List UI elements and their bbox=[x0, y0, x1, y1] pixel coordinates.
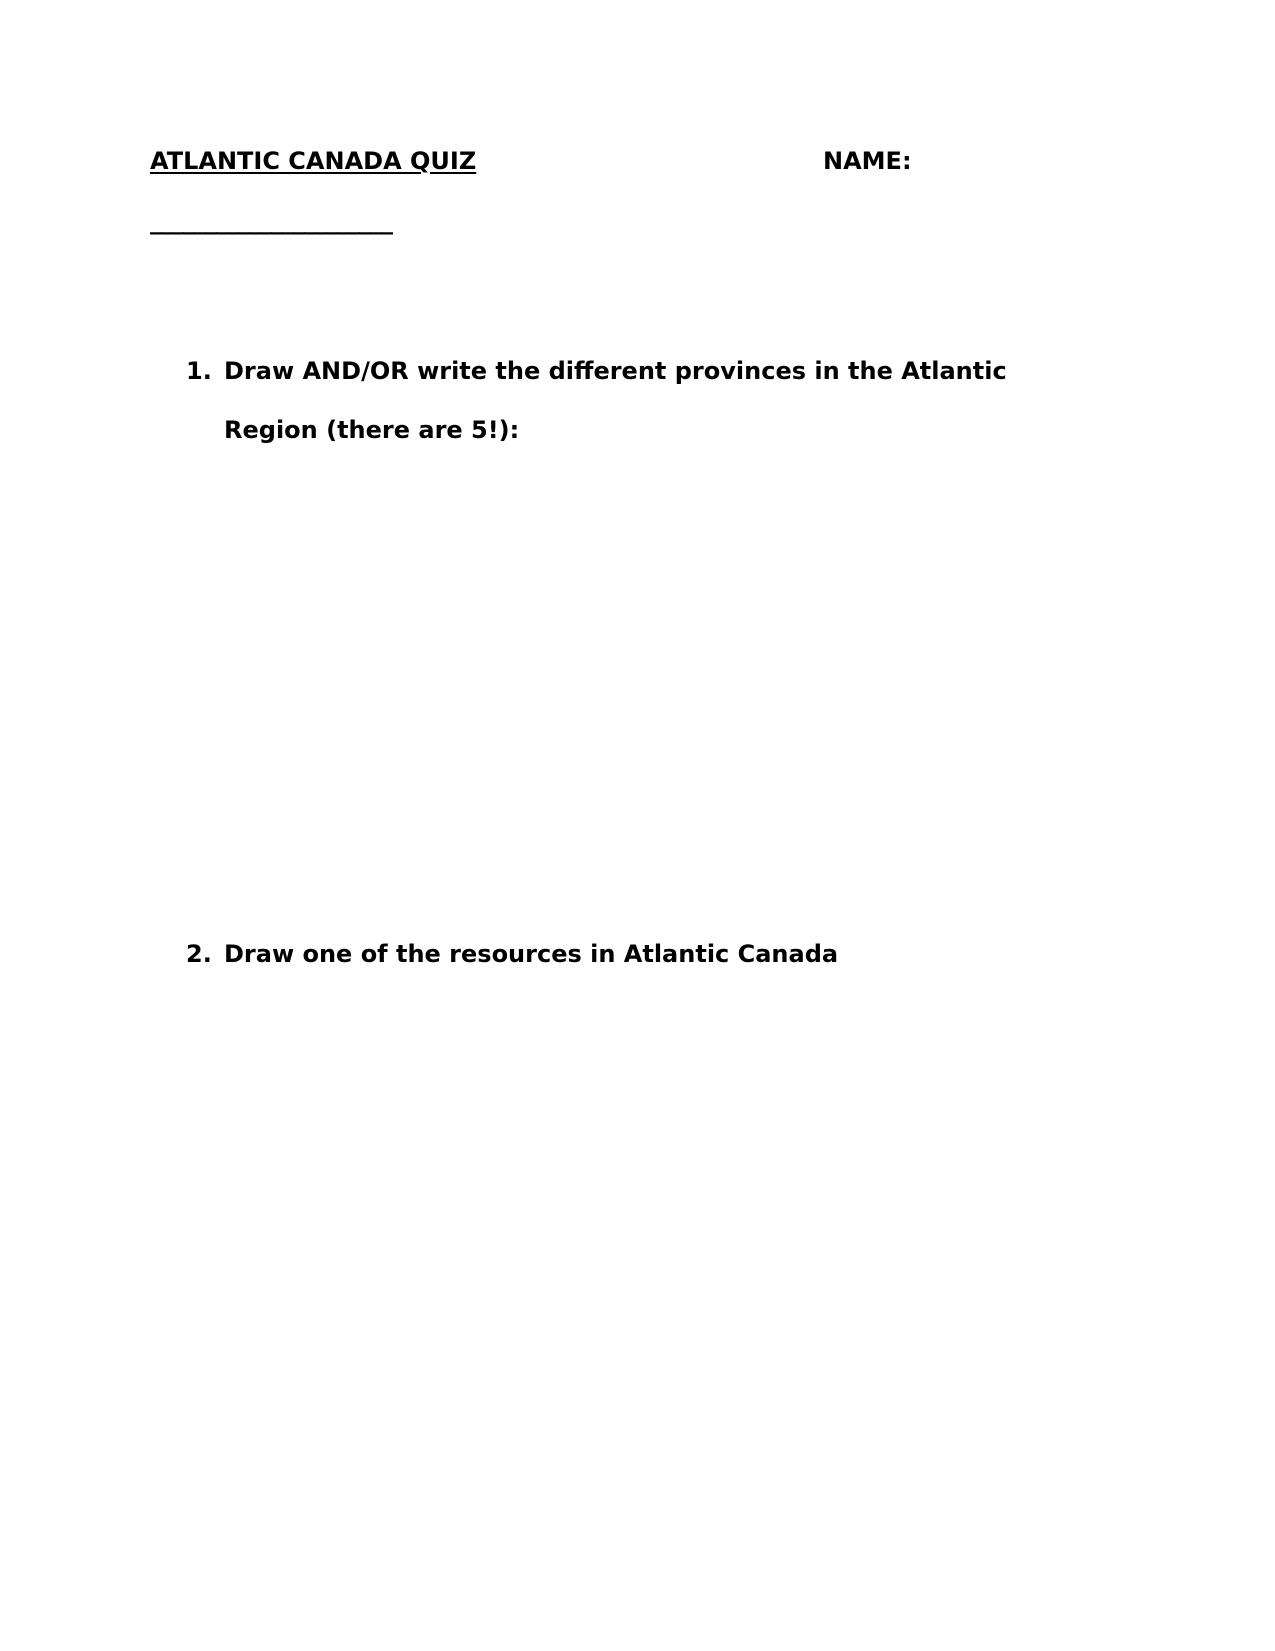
name-blank-line: ______________________ bbox=[150, 207, 392, 235]
question-1 bbox=[186, 342, 1086, 460]
question-2 bbox=[186, 925, 1086, 984]
question-number: 1. bbox=[186, 357, 212, 385]
question-number: 2. bbox=[186, 940, 212, 968]
name-label: NAME: bbox=[823, 147, 912, 175]
question-text: Draw AND/OR write the different provinces in the Atlantic Region (there are 5!): bbox=[224, 357, 1007, 444]
question-text: Draw one of the resources in Atlantic Canada bbox=[224, 940, 839, 968]
quiz-title: ATLANTIC CANADA QUIZ bbox=[150, 147, 477, 175]
